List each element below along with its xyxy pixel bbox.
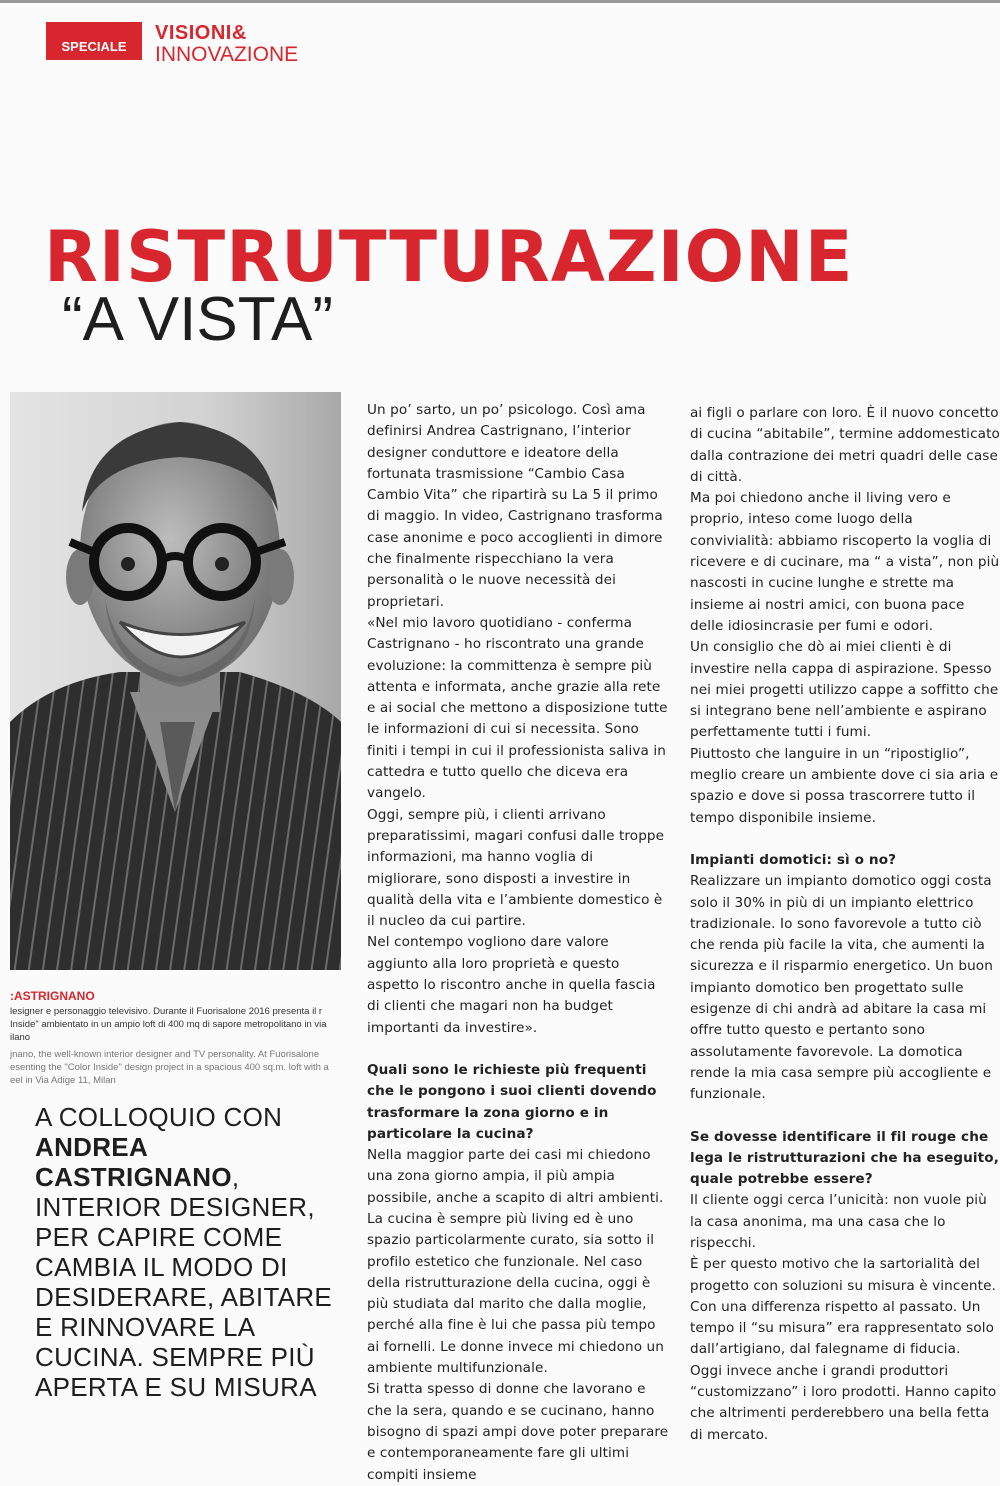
paragraph: Il cliente oggi cerca l’unicità: non vuole più la casa anonima, ma una casa che lo rispecchi. <box>690 1192 987 1251</box>
caption-italian: lesigner e personaggio televisivo. Durante il Fuorisalone 2016 presenta il r Inside" ambientato in un ampio loft di 400 mq di sapore metropolitano in via ilano <box>10 1006 327 1043</box>
section-tag: SPECIALE <box>46 22 142 60</box>
section-title-line1: VISIONI& <box>155 22 247 44</box>
interview-question: Impianti domotici: sì o no? <box>690 851 897 868</box>
interview-question: Quali sono le richieste più frequenti che le pongono i suoi clienti dovendo trasformare la zona giorno e in particolare la cucina? <box>367 1061 657 1142</box>
portrait-photo <box>10 392 341 970</box>
paragraph: Nella maggior parte dei casi mi chiedono una zona giorno ampia, il più ampia possibile, anche a scapito di altri ambienti. <box>367 1147 664 1206</box>
intro-deck <box>35 1102 345 1402</box>
article-column-2 <box>367 400 670 1486</box>
paragraph: La cucina è sempre più living ed è uno spazio particolarmente curato, sia sotto il profilo estetico che funzionale. Nel caso della ristrutturazione della cucina, oggi è più studiata dal marito che dalla moglie, perché alla fine è lui che passa più tempo ai fornelli. Le donne invece mi chiedono un ambiente multifunzionale. <box>367 1210 664 1377</box>
paragraph: Realizzare un impianto domotico oggi costa solo il 30% in più di un impianto elettrico tradizionale. Io sono favorevole a tutto ciò che renda più facile la vita, che aumenti la sicurezza e il risparmio energetico. Un buon impianto domotico ben progettato sulle esigenze di chi andrà ad abitare la casa mi offre tutto questo e pertanto sono assolutamente favorevole. La domotica rende la mia casa sempre più accogliente e funzionale. <box>690 873 993 1103</box>
intro-part1: A COLLOQUIO CON <box>35 1102 283 1132</box>
paragraph: È per questo motivo che la sartorialità del progetto con soluzioni su misura è vincente. Con una differenza rispetto al passato. Un tempo il “su misura” era rappresentato solo dall’artigiano, dal falegname di fiducia. <box>690 1256 996 1358</box>
paragraph: Si tratta spesso di donne che lavorano e che la sera, quando e se cucinano, hanno bisogno di spazi ampi dove poter preparare e contemporaneamente fare gli ultimi compiti insieme <box>367 1381 669 1483</box>
top-rule <box>0 0 1000 3</box>
article-column-3 <box>690 403 1000 1446</box>
paragraph: «Nel mio lavoro quotidiano - conferma Castrignano - ho riscontrato una grande evoluzione: la committenza è sempre più attenta e informata, anche grazie alla rete e ai social che mettono a disposizione tutte le informazioni di cui si necessita. Sono finiti i tempi in cui il professionista saliva in cattedra e tutto quello che diceva era vangelo. <box>367 614 668 802</box>
paragraph: Un po’ sarto, un po’ psicologo. Così ama definirsi Andrea Castrignano, l’interior designer conduttore e ideatore della fortunata trasmissione “Cambio Casa Cambio Vita” che ripartirà su La 5 il primo di maggio. In video, Castrignano trasforma case anonime e poco accoglienti in dimore che finalmente rispecchiano la vera personalità o le nuove necessità dei proprietari. <box>367 402 663 610</box>
paragraph: ai figli o parlare con loro. È il nuovo concetto di cucina “abitabile”, termine addomesticato dalla contrazione dei metri quadri delle case di città. <box>690 405 1000 485</box>
paragraph: Un consiglio che dò ai miei clienti è di investire nella cappa di aspirazione. Spesso nei miei progetti utilizzo cappe a soffitto che si integrano bene nell’ambiente e aspirano perfettamente tutti i fumi. <box>690 639 999 741</box>
intro-name: ANDREA CASTRIGNANO <box>35 1132 232 1192</box>
paragraph: Oggi, sempre più, i clienti arrivano preparatissimi, magari confusi dalle troppe informazioni, ma hanno voglia di migliorare, sono disposti a investire in qualità della vita e l’ambiente domestico è il nucleo da cui partire. <box>367 806 665 930</box>
article-subtitle: “A VISTA” <box>62 285 334 354</box>
paragraph: Ma poi chiedono anche il living vero e proprio, inteso come luogo della convivialità: abbiamo riscoperto la voglia di ricevere e di cucinare, ma “ a vista”, non più nascosti in cucine lunghe e strette ma insieme ai nostri amici, con buona pace delle idiosincrasie per fumi e odori. <box>690 490 1000 634</box>
caption-english: jnano, the well-known interior designer and TV personality. At Fuorisalone esenting the "Color Inside" design project in a spacious 400 sq.m. loft with a eel in Via Adige 11, Milan <box>10 1049 329 1086</box>
paragraph: Nel contempo vogliono dare valore aggiunto alla loro proprietà e questo aspetto lo riscontro anche in quella fascia di clienti che magari non ha budget importanti da investire». <box>367 934 656 1036</box>
paragraph: Piuttosto che languire in un “ripostiglio”, meglio creare un ambiente dove ci sia aria e spazio e dove si possa trascorrere tutto il tempo disponibile insieme. <box>690 745 999 826</box>
portrait-illustration <box>10 392 341 970</box>
section-title-line2: INNOVAZIONE <box>155 43 299 66</box>
paragraph: Oggi invece anche i grandi produttori “customizzano” i loro prodotti. Hanno capito che altrimenti perderebbero una bella fetta di mercato. <box>690 1362 997 1443</box>
article-title: RISTRUTTURAZIONE <box>44 216 854 298</box>
intro-part2: , INTERIOR DESIGNER, PER CAPIRE COME CAMBIA IL MODO DI DESIDERARE, ABITARE E RINNOVARE LA CUCINA. SEMPRE PIÙ APERTA E SU MISURA <box>35 1162 333 1402</box>
interview-question: Se dovesse identificare il fil rouge che lega le ristrutturazioni che ha eseguito, quale potrebbe essere? <box>690 1128 999 1188</box>
caption-name: :ASTRIGNANO <box>10 989 95 1003</box>
